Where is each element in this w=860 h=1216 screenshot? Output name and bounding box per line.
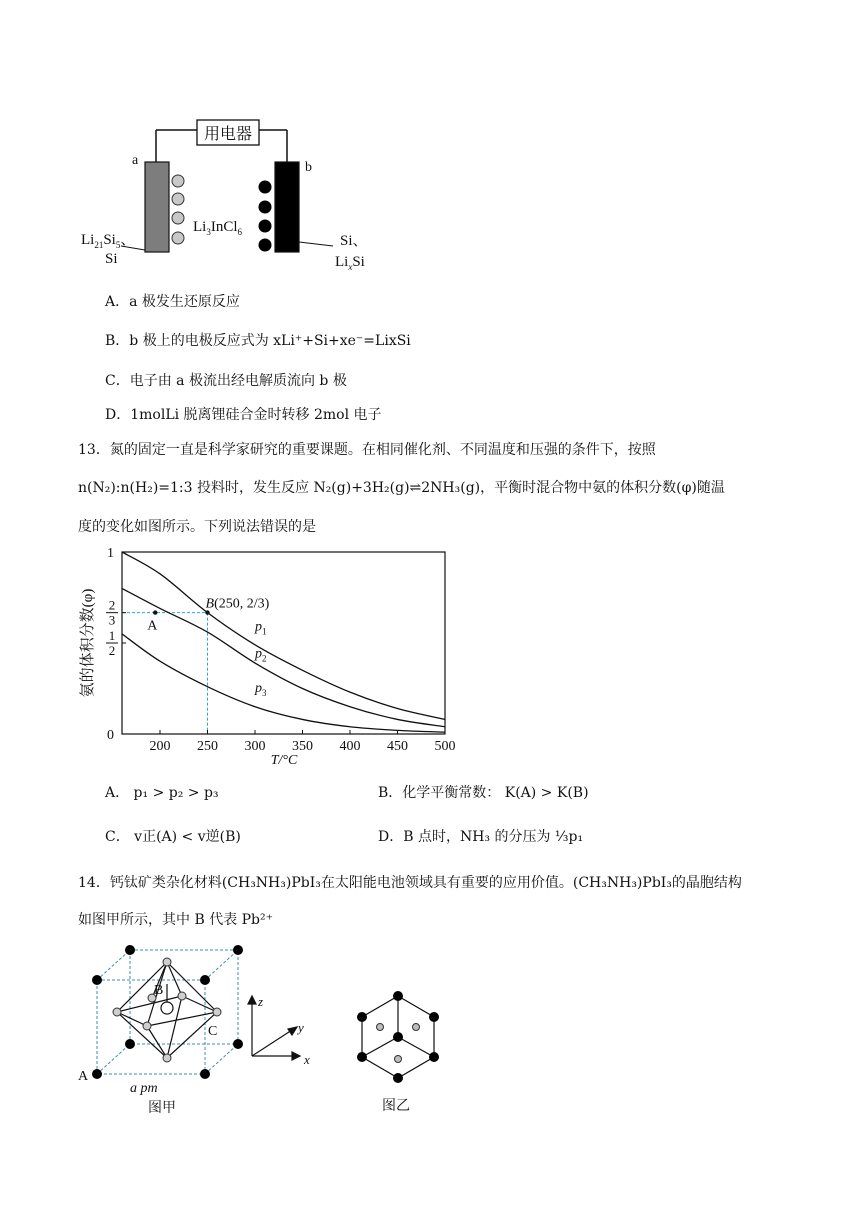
axis-x: x	[304, 1052, 310, 1067]
battery-diagram	[75, 110, 395, 280]
plot-frame	[122, 552, 445, 734]
left-material-1: $Li_{21}Si_5$、	[81, 232, 136, 250]
edge-label: a pm	[130, 1081, 158, 1096]
y-tick-label: 2	[108, 643, 116, 658]
q14-stem-line2: 如图甲所示，其中 B 代表 Pb²⁺	[78, 912, 274, 928]
right-material-1: Si、	[340, 233, 368, 249]
x-tick-label: 500	[434, 739, 456, 754]
crystal-cell-figure	[72, 940, 332, 1120]
curve-p1	[122, 552, 445, 719]
hex-projection-figure	[350, 990, 450, 1112]
q14-stem-line1: 14．钙钛矿类杂化材料(CH₃NH₃)PbI₃在太阳能电池领域具有重要的应用价值。(CH₃NH₃)PbI₃的晶胞结构	[78, 875, 742, 891]
label-A: A	[78, 1069, 89, 1084]
pb-ion	[161, 1002, 173, 1014]
electrode-b-label: b	[305, 160, 312, 175]
curve-p2	[122, 588, 445, 726]
device-label: 用电器	[203, 126, 253, 143]
y-tick-label: 3	[108, 612, 116, 628]
left-material-2: Si	[105, 251, 118, 267]
fig1-caption: 图甲	[148, 1101, 176, 1116]
label-C: C	[208, 1024, 218, 1039]
x-tick-label: 450	[387, 739, 408, 754]
q13-option-b: B．化学平衡常数： K(A) > K(B)	[378, 785, 589, 801]
right-material-2: $Li_xSi$	[335, 254, 365, 272]
curve-p3	[122, 634, 445, 732]
q13-stem-line1: 13．氮的固定一直是科学家研究的重要课题。在相同催化剂、不同温度和压强的条件下，按照	[78, 442, 656, 458]
axis-y: y	[298, 1020, 304, 1035]
q13-stem-line3: 度的变化如图所示。下列说法错误的是	[78, 519, 316, 535]
q13-option-c: C． v正(A) < v逆(B)	[105, 829, 241, 845]
q13-stem-line2: n(N₂):n(H₂)=1:3 投料时，发生反应 N₂(g)+3H₂(g)⇌2NH₃(g)，平衡时混合物中氨的体积分数(φ)随温	[78, 480, 725, 496]
x-tick-label: 250	[197, 739, 218, 754]
x-tick-label: 200	[149, 739, 171, 754]
x-tick-label: 400	[339, 739, 361, 754]
electrode-a-label: a	[132, 153, 139, 168]
y-tick-label: 2	[108, 597, 116, 613]
point-label-B: B(250, 2/3)	[205, 596, 270, 612]
electrode-b	[275, 162, 299, 252]
y-tick-label: 0	[107, 728, 114, 743]
fig2-caption: 图乙	[382, 1099, 410, 1112]
series-label-p1: $p_1$	[255, 619, 267, 637]
x-axis-label: T/°C	[270, 753, 298, 768]
y-tick-label: 1	[108, 628, 116, 643]
q12-option-b: B．b 极上的电极反应式为 xLi⁺+Si+xe⁻=LixSi	[105, 333, 411, 349]
y-axis-label: 氨的体积分数(φ)	[80, 588, 96, 698]
series-label-p2: $p_2$	[255, 646, 267, 664]
label-B: B	[154, 983, 164, 998]
q13-option-a: A． p₁ > p₂ > p₃	[105, 785, 219, 801]
series-label-p3: $p_3$	[255, 681, 267, 699]
point-A	[153, 610, 157, 614]
q12-option-c: C．电子由 a 极流出经电解质流向 b 极	[105, 373, 347, 389]
electrolyte-label: $Li_3InCl_6$	[193, 219, 243, 237]
q12-option-d: D．1molLi 脱离锂硅合金时转移 2mol 电子	[105, 407, 382, 423]
x-tick-label: 300	[244, 739, 266, 754]
q12-option-a: A．a 极发生还原反应	[105, 294, 240, 310]
x-tick-label: 350	[292, 739, 313, 754]
q13-option-d: D．B 点时，NH₃ 的分压为 ⅓p₁	[378, 829, 584, 845]
axis-z: z	[258, 994, 264, 1009]
ammonia-chart	[70, 540, 460, 770]
y-tick-label: 1	[107, 546, 114, 561]
point-label-A: A	[147, 618, 158, 634]
electrode-a	[145, 162, 169, 252]
